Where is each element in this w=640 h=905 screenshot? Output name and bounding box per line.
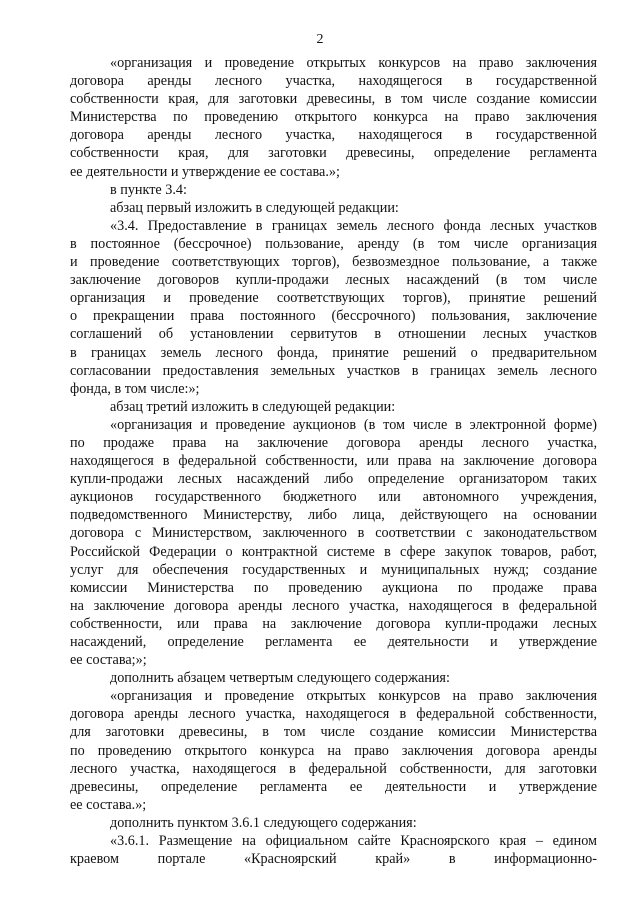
text-line: о прекращении права постоянного (бессрочного) пользования, заключение	[70, 308, 597, 325]
text-line: по проведению открытого конкурса на право заключения договора аренды	[70, 742, 597, 759]
text-line: лесного участка, находящегося в федеральной собственности, для заготовки	[70, 760, 597, 777]
text-line: соглашений об установлении сервитутов в отношении лесных участков	[70, 326, 597, 343]
text-line: абзац третий изложить в следующей редакции:	[110, 398, 396, 415]
text-line: в постоянное (бессрочное) пользование, аренду (в том числе организация	[70, 235, 597, 252]
text-line: Министерства по проведению открытого конкурса на право заключения	[70, 109, 597, 126]
text-line: организация и проведение соответствующих торгов), принятие решений	[70, 290, 597, 307]
text-line: «3.6.1. Размещение на официальном сайте Красноярского края – едином	[110, 833, 597, 850]
text-line: насаждений, определение регламента ее деятельности и утверждение	[70, 634, 597, 650]
text-line: находящегося в федеральной собственности, или права на заключение договора	[70, 453, 597, 470]
text-line: на заключение договора аренды лесного участка, находящегося в федеральной	[70, 597, 597, 614]
text-line: «организация и проведение открытых конкурсов на право заключения	[110, 55, 597, 71]
text-line: краевом портале «Красноярский край» в информационно-	[70, 851, 597, 868]
text-line: и проведение соответствующих торгов), безвозмездное пользование, а также	[70, 254, 597, 271]
text-line: собственности края, для заготовки древесины, определение регламента	[70, 145, 597, 162]
text-line: договора аренды лесного участка, находящегося в государственной	[70, 73, 597, 90]
text-line: дополнить пунктом 3.6.1 следующего содержания:	[110, 814, 417, 831]
text-line: договора аренды лесного участка, находящегося в государственной	[70, 127, 597, 144]
text-line: «3.4. Предоставление в границах земель лесного фонда лесных участков	[110, 217, 597, 234]
text-line: дополнить абзацем четвертым следующего содержания:	[110, 670, 450, 687]
text-line: аукционов государственного бюджетного или автономного учреждения,	[70, 489, 597, 506]
text-line: договора с Министерством, заключенного в соответствии с законодательством	[70, 525, 597, 542]
text-line: в границах земель лесного фонда, принятие решений о предварительном	[70, 344, 597, 361]
text-line: ее деятельности и утверждение ее состава.»;	[70, 163, 340, 180]
text-line: собственности, или права на заключение договора купли-продажи лесных	[70, 615, 597, 632]
text-line: ее состава.»;	[70, 796, 147, 813]
text-line: подведомственного Министерству, либо лица, действующего на основании	[70, 507, 597, 524]
text-line: ее состава;»;	[70, 652, 147, 669]
text-line: комиссии Министерства по проведению аукциона по продаже права	[70, 579, 597, 596]
text-line: для заготовки древесины, в том числе создание комиссии Министерства	[70, 724, 597, 741]
text-line: договора аренды лесного участка, находящегося в федеральной собственности,	[70, 706, 597, 723]
text-line: «организация и проведение открытых конкурсов на право заключения	[110, 688, 597, 705]
text-line: Российской Федерации о контрактной системе в сфере закупок товаров, работ,	[70, 543, 597, 560]
text-line: заключение договоров купли-продажи лесных насаждений (в том числе	[70, 272, 597, 289]
text-line: фонда, в том числе:»;	[70, 380, 200, 397]
text-line: согласовании предоставления земельных участков в границах земель лесного	[70, 362, 597, 379]
document-body	[70, 54, 597, 868]
text-line: «организация и проведение аукционов (в том числе в электронной форме)	[110, 416, 597, 433]
text-line: собственности края, для заготовки древесины, в том числе создание комиссии	[70, 91, 597, 108]
page-number: 2	[316, 32, 324, 47]
text-line: по продаже права на заключение договора аренды лесного участка,	[70, 434, 597, 451]
text-line: купли-продажи лесных насаждений либо определение организатором таких	[70, 471, 597, 488]
text-line: абзац первый изложить в следующей редакции:	[110, 199, 399, 216]
text-line: в пункте 3.4:	[110, 181, 187, 198]
text-line: древесины, определение регламента ее деятельности и утверждение	[70, 778, 597, 795]
text-line: услуг для обеспечения государственных и муниципальных нужд; создание	[70, 561, 597, 578]
